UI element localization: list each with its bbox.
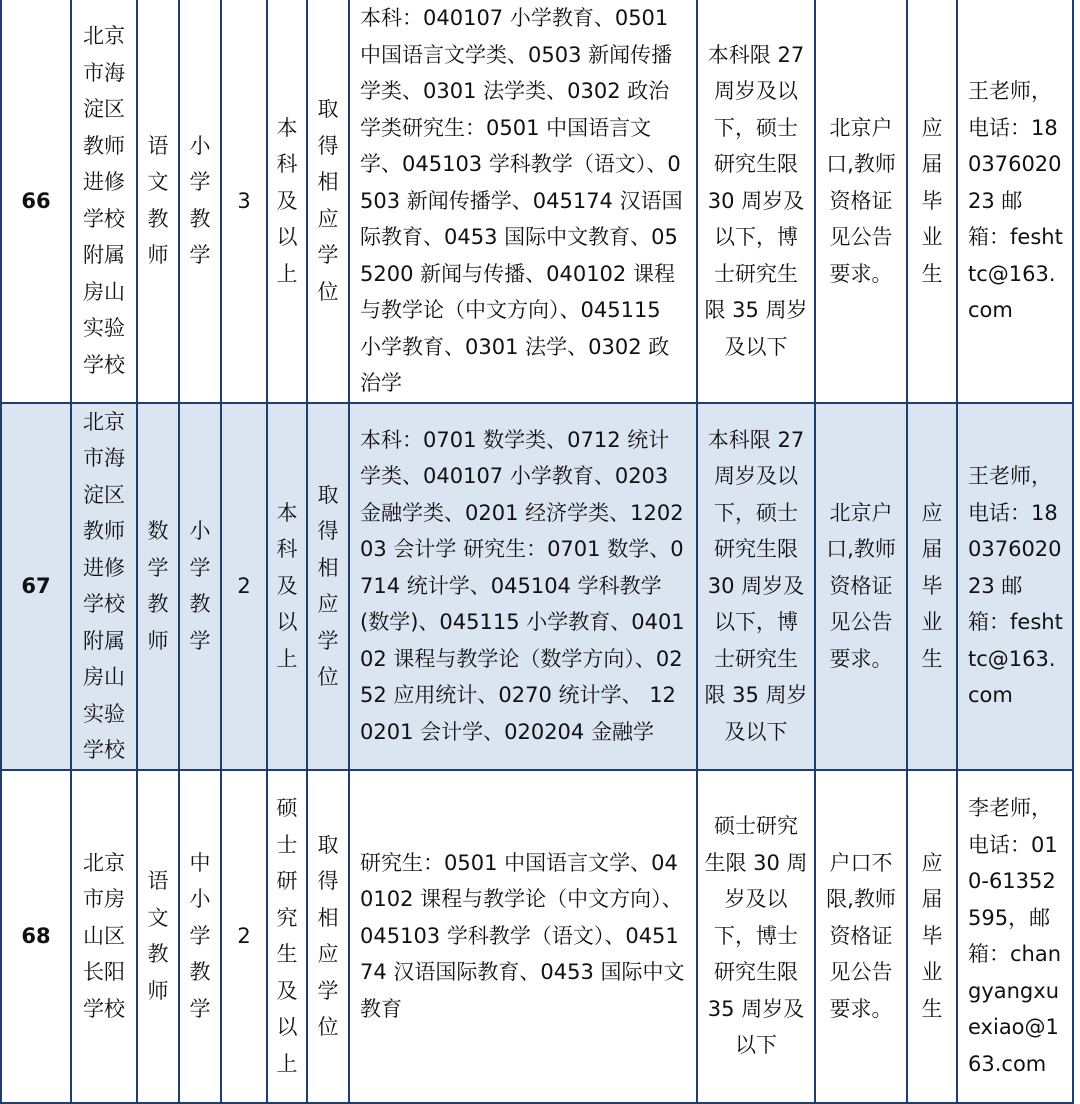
major-cell: 本科：0701 数学类、0712 统计学类、040107 小学教育、0203 金融学类、0201 经济学类、120203 会计学 研究生：0701 数学、0714 统计学、045104 学科教学(数学)、045115 小学教育、040102 课程与教学论（数学方向）、0252 应用统计、0270 统计学、 120201 会计学、020204 金融学 bbox=[349, 403, 697, 770]
count-cell: 2 bbox=[221, 770, 267, 1103]
degree-cell: 取得相应学位 bbox=[307, 403, 349, 770]
stage-cell: 小学教学 bbox=[179, 0, 221, 403]
position-cell: 语文教师 bbox=[137, 770, 179, 1103]
age-cell: 硕士研究生限 30 周岁及以下，博士研究生限 35 周岁及以下 bbox=[697, 770, 815, 1103]
stage-cell: 中小学教学 bbox=[179, 770, 221, 1103]
age-cell: 本科限 27 周岁及以下，硕士研究生限 30 周岁及以下，博士研究生限 35 周岁及以下 bbox=[697, 0, 815, 403]
target-cell: 应届毕业生 bbox=[907, 770, 957, 1103]
position-cell: 语文教师 bbox=[137, 0, 179, 403]
unit-cell: 北京市海淀区教师进修学校附属房山实验学校 bbox=[71, 0, 137, 403]
row-number: 68 bbox=[1, 770, 71, 1103]
table-row bbox=[1, 403, 1073, 770]
count-cell: 2 bbox=[221, 403, 267, 770]
major-cell: 本科：040107 小学教育、0501 中国语言文学类、0503 新闻传播学类、0301 法学类、0302 政治学类研究生：0501 中国语言文学、045103 学科教学（语文）、0503 新闻传播学、045174 汉语国际教育、0453 国际中文教育、055200 新闻与传播、040102 课程与教学论（中文方向）、045115 小学教育、0301 法学、0302 政治学 bbox=[349, 0, 697, 403]
count-cell: 3 bbox=[221, 0, 267, 403]
stage-cell: 小学教学 bbox=[179, 403, 221, 770]
education-cell: 硕士研究生及以上 bbox=[267, 770, 307, 1103]
unit-cell: 北京市房山区长阳学校 bbox=[71, 770, 137, 1103]
other-cell: 户口不限,教师资格证见公告要求。 bbox=[815, 770, 907, 1103]
target-cell: 应届毕业生 bbox=[907, 403, 957, 770]
major-cell: 研究生：0501 中国语言文学、040102 课程与教学论（中文方向）、045103 学科教学（语文）、045174 汉语国际教育、0453 国际中文教育 bbox=[349, 770, 697, 1103]
unit-cell: 北京市海淀区教师进修学校附属房山实验学校 bbox=[71, 403, 137, 770]
table-row bbox=[1, 0, 1073, 403]
contact-cell: 李老师，电话：010-61352595，邮箱：changyangxuexiao@163.com bbox=[957, 770, 1073, 1103]
degree-cell: 取得相应学位 bbox=[307, 0, 349, 403]
degree-cell: 取得相应学位 bbox=[307, 770, 349, 1103]
position-cell: 数学教师 bbox=[137, 403, 179, 770]
contact-cell: 王老师，电话：18037602023 邮箱：feshttc@163.com bbox=[957, 403, 1073, 770]
contact-cell: 王老师，电话：18037602023 邮箱：feshttc@163.com bbox=[957, 0, 1073, 403]
target-cell: 应届毕业生 bbox=[907, 0, 957, 403]
table-row bbox=[1, 770, 1073, 1103]
other-cell: 北京户口,教师资格证见公告要求。 bbox=[815, 0, 907, 403]
age-cell: 本科限 27 周岁及以下，硕士研究生限 30 周岁及以下，博士研究生限 35 周岁及以下 bbox=[697, 403, 815, 770]
row-number: 66 bbox=[1, 0, 71, 403]
education-cell: 本科及以上 bbox=[267, 403, 307, 770]
row-number: 67 bbox=[1, 403, 71, 770]
education-cell: 本科及以上 bbox=[267, 0, 307, 403]
other-cell: 北京户口,教师资格证见公告要求。 bbox=[815, 403, 907, 770]
